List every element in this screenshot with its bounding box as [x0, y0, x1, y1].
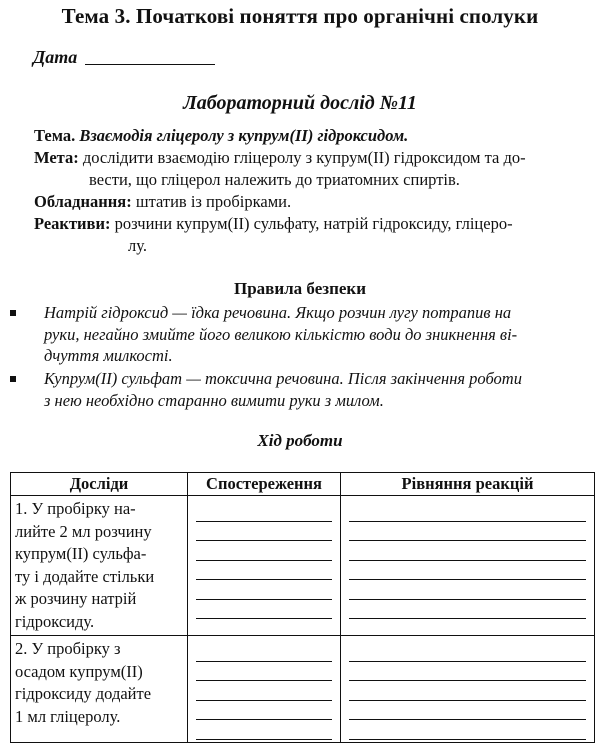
write-line[interactable]	[196, 662, 332, 682]
write-line[interactable]	[349, 522, 586, 542]
experiment-line: гідроксиду додайте	[15, 684, 152, 703]
equation-write-lines[interactable]	[345, 638, 590, 740]
goal-label: Мета:	[34, 148, 79, 167]
observation-write-lines[interactable]	[192, 638, 336, 740]
write-line[interactable]	[349, 600, 586, 620]
equation-cell[interactable]	[341, 496, 595, 636]
write-line[interactable]	[349, 701, 586, 721]
equipment-text: штатив із пробірками.	[135, 192, 292, 211]
table-header-row	[11, 473, 595, 496]
experiment-line: купрум(ІІ) сульфа-	[15, 544, 147, 563]
header-experiments: Досліди	[11, 473, 188, 496]
write-line[interactable]	[349, 720, 586, 740]
write-line[interactable]	[349, 502, 586, 522]
safety-item-2-line2: з нею необхідно старанно вимити руки з милом.	[44, 390, 384, 410]
write-line[interactable]	[349, 561, 586, 581]
equipment-label: Обладнання:	[34, 192, 132, 211]
safety-item-1-line1: Натрій гідроксид — їдка речовина. Якщо розчин лугу потрапив на	[44, 303, 512, 322]
experiment-line: 2. У пробірку з	[15, 639, 121, 658]
goal-text-line1: дослідити взаємодію гліцеролу з купрум(ІІ) гідроксидом та до-	[82, 148, 526, 167]
write-line[interactable]	[349, 681, 586, 701]
safety-item-1-line2: руки, негайно змийте його великою кількістю води до зникнення ві-	[44, 324, 518, 344]
goal-text-line2: вести, що гліцерол належить до триатомних спиртів.	[89, 169, 460, 189]
experiment-cell	[11, 636, 188, 743]
experiment-line: лийте 2 мл розчину	[15, 521, 152, 541]
theme-row	[34, 125, 586, 147]
lab-title: Лабораторний дослід №11	[183, 92, 417, 114]
bullet-icon	[10, 376, 16, 382]
write-line[interactable]	[196, 561, 332, 581]
write-line[interactable]	[196, 541, 332, 561]
write-line[interactable]	[196, 720, 332, 740]
equipment-row	[34, 191, 586, 213]
date-row	[33, 47, 215, 68]
observation-cell[interactable]	[188, 496, 341, 636]
topic-title: Тема 3. Початкові поняття про органічні сполуки	[61, 4, 539, 28]
write-line[interactable]	[196, 642, 332, 662]
safety-item-1-line3: дчуття милкості.	[44, 346, 173, 365]
write-line[interactable]	[196, 701, 332, 721]
table-row	[11, 496, 595, 636]
safety-item-2-line1: Купрум(ІІ) сульфат — токсична речовина. Після закінчення роботи	[44, 369, 522, 388]
experiment-line: 1. У пробірку на-	[15, 499, 136, 518]
reagents-label: Реактиви:	[34, 214, 111, 233]
reagents-row	[34, 213, 586, 256]
write-line[interactable]	[196, 681, 332, 701]
experiment-line: ту і додайте стільки	[15, 566, 155, 586]
goal-row	[34, 147, 586, 190]
theme-text: Взаємодія гліцеролу з купрум(ІІ) гідроксидом.	[79, 126, 409, 145]
experiment-cell	[11, 496, 188, 636]
progress-title: Хід роботи	[257, 431, 343, 450]
write-line[interactable]	[196, 502, 332, 522]
header-equations: Рівняння реакцій	[341, 473, 595, 496]
equation-write-lines[interactable]	[345, 498, 590, 619]
write-line[interactable]	[196, 522, 332, 542]
date-label: Дата	[33, 47, 78, 67]
safety-title: Правила безпеки	[233, 279, 367, 298]
table-row	[11, 636, 595, 743]
observation-write-lines[interactable]	[192, 498, 336, 619]
safety-item-1	[10, 302, 590, 367]
reagents-text-line1: розчини купрум(ІІ) сульфату, натрій гідроксиду, гліцеро-	[114, 214, 513, 233]
experiment-1-text	[15, 498, 183, 633]
experiment-line: ж розчину натрій	[15, 589, 137, 608]
write-line[interactable]	[349, 662, 586, 682]
header-observations: Спостереження	[188, 473, 341, 496]
safety-item-2	[10, 368, 590, 411]
experiment-line: гідроксиду.	[15, 611, 95, 631]
reagents-text-line2: лу.	[128, 235, 147, 255]
date-input-line[interactable]	[85, 50, 215, 65]
write-line[interactable]	[349, 541, 586, 561]
experiment-line: 1 мл гліцеролу.	[15, 706, 121, 726]
work-table	[10, 472, 595, 743]
experiment-2-text	[15, 638, 183, 728]
bullet-icon	[10, 310, 16, 316]
write-line[interactable]	[196, 600, 332, 620]
equation-cell[interactable]	[341, 636, 595, 743]
write-line[interactable]	[349, 642, 586, 662]
theme-label: Тема.	[34, 126, 76, 145]
observation-cell[interactable]	[188, 636, 341, 743]
write-line[interactable]	[349, 580, 586, 600]
experiment-line: осадом купрум(ІІ)	[15, 661, 143, 681]
write-line[interactable]	[196, 580, 332, 600]
